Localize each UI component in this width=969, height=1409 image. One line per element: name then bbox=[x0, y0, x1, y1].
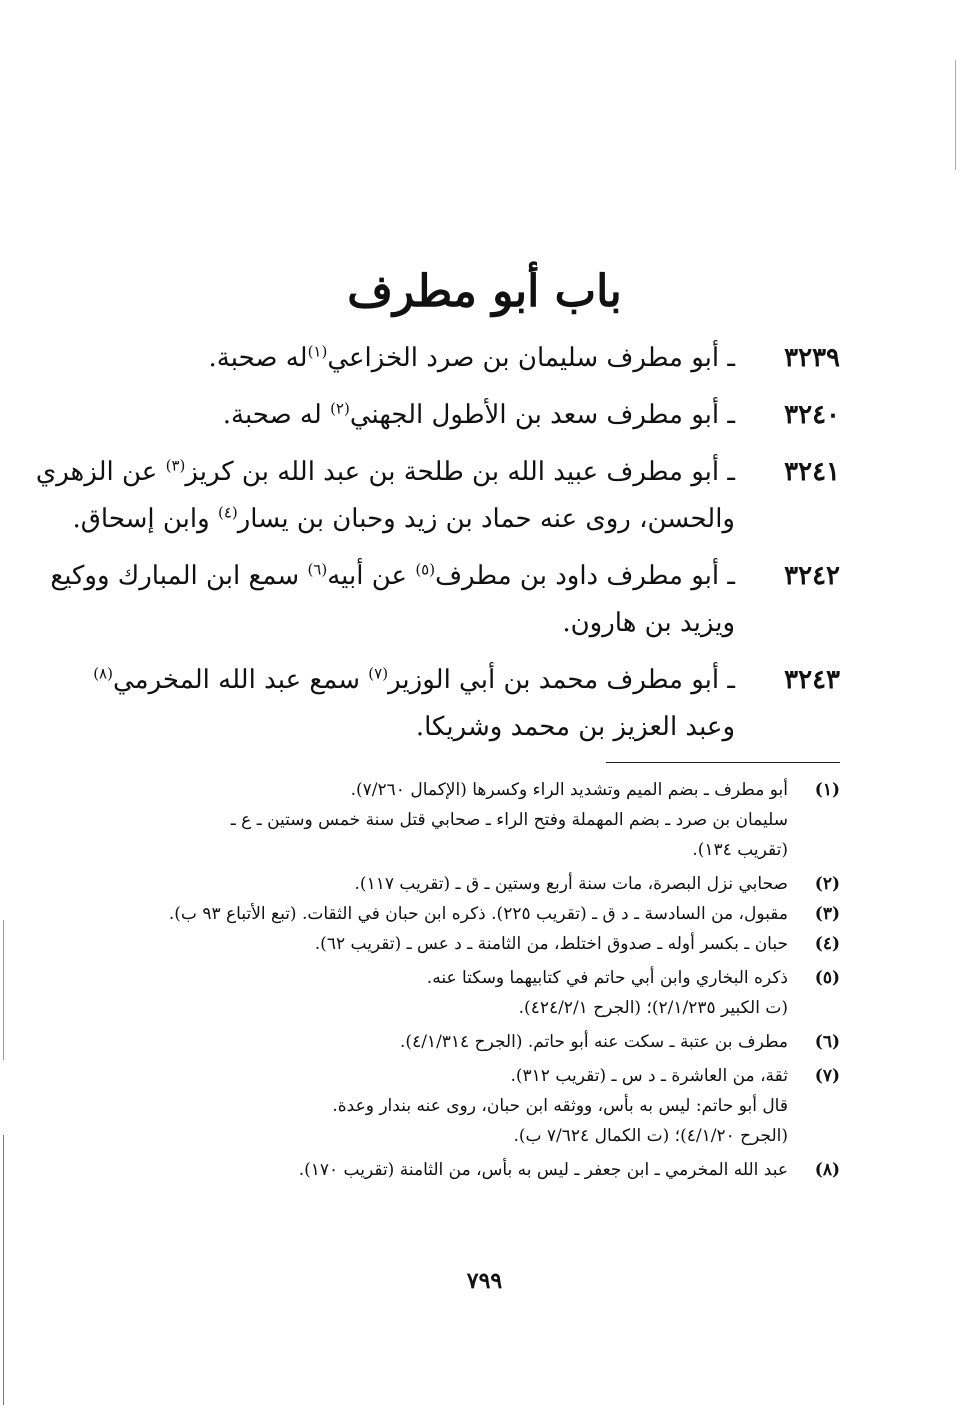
footnote-ref[interactable]: (٤) bbox=[217, 503, 238, 522]
footnote-number: (١) bbox=[814, 780, 840, 800]
footnote-line: حبان ـ بكسر أوله ـ صدوق اختلط، من الثامنة ـ د عس ـ (تقريب ٦٢). bbox=[314, 934, 788, 954]
page-number: ٧٩٩ bbox=[466, 1268, 503, 1294]
footnote-line: عبد الله المخرمي ـ ابن جعفر ـ ليس به بأس، من الثامنة (تقريب ١٧٠). bbox=[298, 1160, 788, 1180]
entry-3240 bbox=[140, 392, 840, 439]
footnote-number: (٦) bbox=[814, 1032, 840, 1052]
entry-number: ٣٢٤٢ bbox=[784, 561, 840, 591]
footnotes-section bbox=[140, 775, 840, 1185]
footnote-number: (٧) bbox=[814, 1066, 840, 1086]
footnote-ref[interactable]: (١) bbox=[307, 342, 328, 361]
footnote-7 bbox=[140, 1061, 840, 1151]
footnote-number: (٤) bbox=[814, 934, 840, 954]
entry-number: ٣٢٤٣ bbox=[784, 665, 840, 695]
footnote-5 bbox=[140, 963, 840, 1023]
footnote-line: قال أبو حاتم: ليس به بأس، ووثقه ابن حبان، روى عنه بندار وعدة. bbox=[332, 1096, 788, 1116]
entry-number: ٣٢٤٠ bbox=[784, 400, 840, 430]
scan-edge-mark bbox=[3, 920, 4, 1060]
footnote-4 bbox=[140, 929, 840, 959]
entry-3239 bbox=[140, 335, 840, 382]
entry-text: ـ أبو مطرف محمد بن أبي الوزير$^{(٧)}$ سمع عبد الله المخرمي$^{(٨)}$ وعبد العزيز بن محمد وشريكا. bbox=[93, 664, 735, 742]
footnote-ref[interactable]: (٢) bbox=[330, 399, 350, 418]
footnote-8 bbox=[140, 1155, 840, 1185]
footnote-line: سليمان بن صرد ـ بضم المهملة وفتح الراء ـ صحابي قتل سنة خمس وستين ـ ع ـ bbox=[230, 810, 788, 830]
footnote-ref[interactable]: (٦) bbox=[307, 560, 328, 579]
scan-edge-mark bbox=[3, 1135, 4, 1405]
entry-3243 bbox=[93, 657, 840, 751]
footnote-line: أبو مطرف ـ بضم الميم وتشديد الراء وكسرها (الإكمال ٧/٢٦٠). bbox=[350, 780, 788, 800]
footnote-line: مقبول، من السادسة ـ د ق ـ (تقريب ٢٢٥). ذكره ابن حبان في الثقات. (تبع الأتباع ٩٣ ب). bbox=[168, 904, 788, 924]
entry-number: ٣٢٤١ bbox=[784, 457, 840, 487]
footnote-line: ذكره البخاري وابن أبي حاتم في كتابيهما وسكتا عنه. bbox=[426, 968, 788, 988]
footnote-number: (٢) bbox=[814, 874, 840, 894]
footnote-number: (٥) bbox=[814, 968, 840, 988]
entries-list bbox=[35, 335, 840, 761]
footnote-3 bbox=[140, 899, 840, 929]
footnote-1 bbox=[140, 775, 840, 865]
footnote-line: مطرف بن عتبة ـ سكت عنه أبو حاتم. (الجرح ٤/١/٣١٤). bbox=[400, 1032, 788, 1052]
footnote-line: صحابي نزل البصرة، مات سنة أربع وستين ـ ق ـ (تقريب ١١٧). bbox=[354, 874, 788, 894]
footnote-number: (٨) bbox=[814, 1160, 840, 1180]
footnote-ref[interactable]: (٥) bbox=[415, 560, 436, 579]
footnote-line: (ت الكبير ٢/١/٢٣٥)؛ (الجرح ٤٢٤/٢/١). bbox=[518, 998, 788, 1018]
footnote-number: (٣) bbox=[814, 904, 840, 924]
footnote-line: ثقة، من العاشرة ـ د س ـ (تقريب ٣١٢). bbox=[510, 1066, 788, 1086]
footnote-2 bbox=[140, 869, 840, 899]
footnote-ref[interactable]: (٧) bbox=[368, 664, 389, 683]
entry-3241 bbox=[35, 449, 840, 543]
footnote-ref[interactable]: (٣) bbox=[165, 456, 186, 475]
entry-text: ـ أبو مطرف داود بن مطرف$^{(٥)}$ عن أبيه$^{(٦)}$ سمع ابن المبارك ووكيع ويزيد بن هارون. bbox=[50, 560, 735, 638]
entry-text: ـ أبو مطرف سعد بن الأطول الجهني$^{(٢)}$ له صحبة. bbox=[222, 399, 735, 430]
entry-text: ـ أبو مطرف عبيد الله بن طلحة بن عبد الله بن كريز$^{(٣)}$ عن الزهري والحسن، روى عنه حماد بن زيد وحبان بن يسار$^{(٤)}$ وابن إسحاق. bbox=[35, 456, 735, 534]
entry-3242 bbox=[50, 553, 840, 647]
entry-number: ٣٢٣٩ bbox=[784, 343, 840, 373]
scan-edge-mark bbox=[955, 60, 956, 170]
footnote-line: (تقريب ١٣٤). bbox=[692, 840, 788, 860]
footnote-line: (الجرح ٤/١/٢٠)؛ (ت الكمال ٧/٦٢٤ ب). bbox=[513, 1126, 788, 1146]
chapter-title: باب أبو مطرف bbox=[347, 266, 622, 318]
footnote-ref[interactable]: (٨) bbox=[93, 664, 113, 683]
entry-text: ـ أبو مطرف سليمان بن صرد الخزاعي$^{(١)}$له صحبة. bbox=[208, 342, 735, 373]
footnote-divider bbox=[606, 762, 840, 763]
footnote-6 bbox=[140, 1027, 840, 1057]
